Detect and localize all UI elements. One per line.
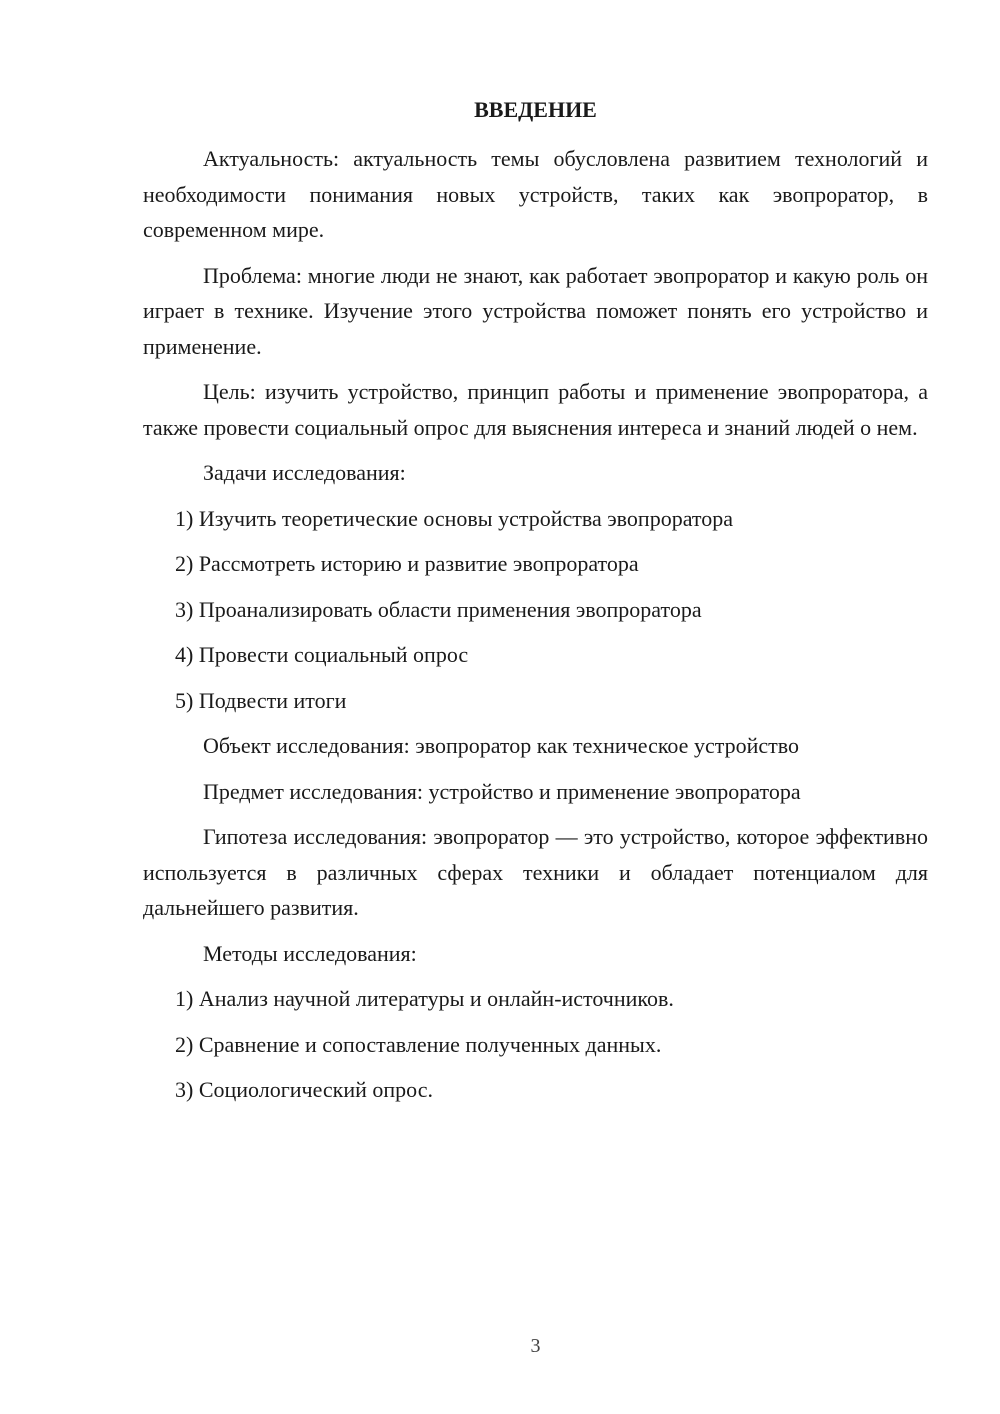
tasks-heading: Задачи исследования:	[203, 460, 406, 485]
goal-paragraph: Цель: изучить устройство, принцип работы и применение эвопроратора, а также провести социальный опрос для выяснения интереса и знаний людей о нем.	[143, 379, 928, 440]
problem-paragraph: Проблема: многие люди не знают, как работает эвопроратор и какую роль он играет в технике. Изучение этого устройства поможет понять его устройство и применение.	[143, 262, 928, 359]
document-body	[143, 141, 928, 1118]
task-item: 4) Провести социальный опрос	[175, 642, 469, 667]
section-title: ВВЕДЕНИЕ	[474, 97, 597, 122]
task-item: 2) Рассмотреть историю и развитие эвопроратора	[175, 551, 639, 576]
method-item: 3) Социологический опрос.	[175, 1077, 433, 1102]
page-number: 3	[530, 1335, 541, 1357]
relevance-paragraph: Актуальность: актуальность темы обусловлена развитием технологий и необходимости понимания новых устройств, таких как эвопроратор, в современном мире.	[143, 146, 928, 242]
subject-line: Предмет исследования: устройство и применение эвопроратора	[203, 778, 801, 804]
task-item: 3) Проанализировать области применения эвопроратора	[175, 596, 702, 622]
document-page	[143, 0, 928, 1414]
hypothesis-paragraph: Гипотеза исследования: эвопроратор — это устройство, которое эффективно используется в различных сферах техники и обладает потенциалом для дальнейшего развития.	[143, 824, 928, 920]
object-line: Объект исследования: эвопроратор как техническое устройство	[203, 733, 799, 758]
task-item: 1) Изучить теоретические основы устройства эвопроратора	[175, 505, 733, 531]
methods-heading: Методы исследования:	[203, 940, 417, 966]
task-item: 5) Подвести итоги	[175, 687, 347, 713]
method-item: 1) Анализ научной литературы и онлайн-источников.	[175, 986, 674, 1011]
method-item: 2) Сравнение и сопоставление полученных данных.	[175, 1031, 662, 1057]
